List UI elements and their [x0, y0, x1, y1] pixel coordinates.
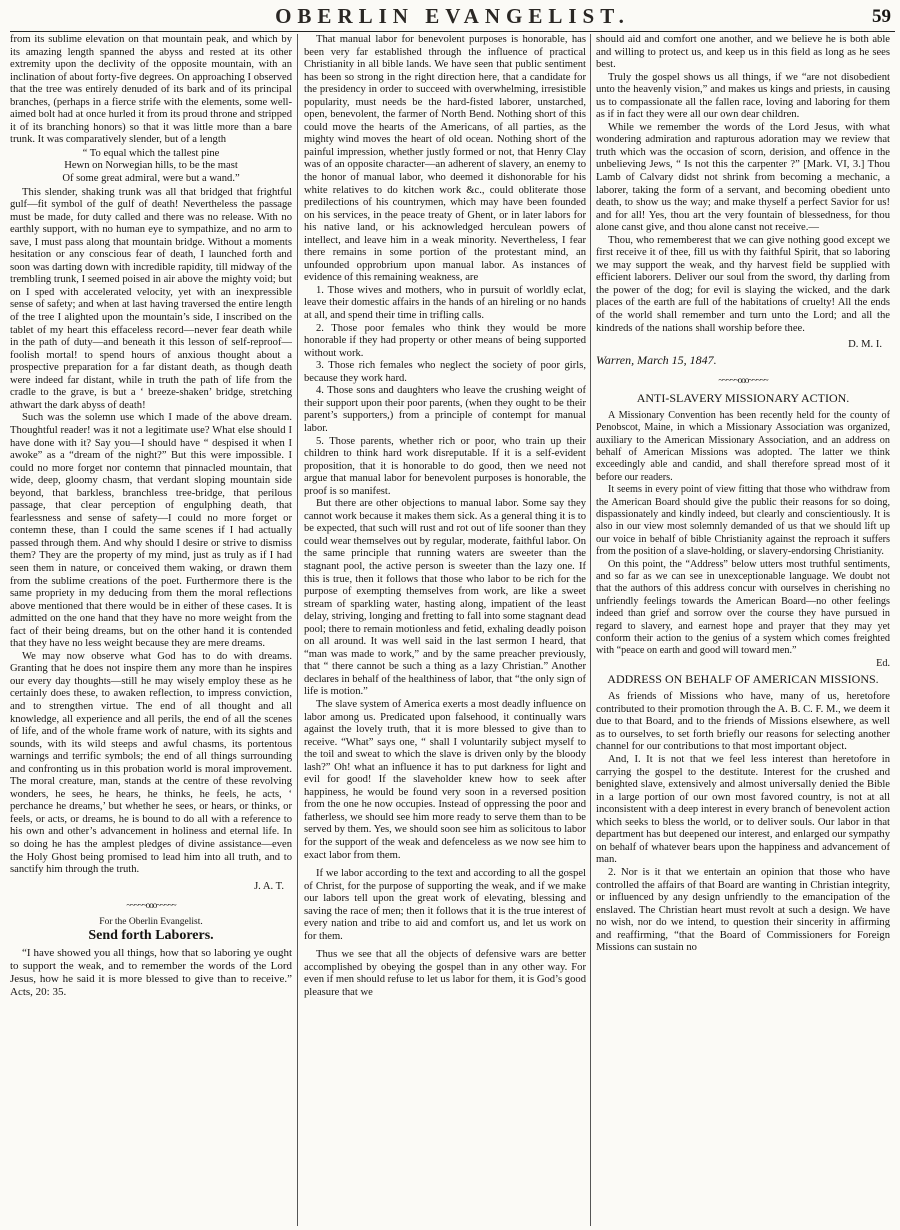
paragraph: A Missionary Convention has been recently held for the county of Penobscot, Maine, in which a Missionary Association was organized, auxiliary to the American Missionary Association, and an address on behalf of American Missions was adopted. The latter we think exceedingly able and candid, and shall therefore spread most of it before our readers. [596, 409, 890, 483]
list-item: 2. Those poor females who think they would be more honorable if they had property or other means of being supported without work. [304, 322, 586, 359]
article-heading: ADDRESS ON BEHALF OF AMERICAN MISSIONS. [607, 672, 879, 687]
dateline-text: Warren, March 15, 1847. [596, 352, 717, 367]
column-rule [590, 34, 591, 1226]
dateline [596, 354, 890, 369]
ornament-divider: ~~~~~ooo~~~~~ [718, 375, 768, 386]
masthead [10, 6, 895, 32]
poem-line: Hewn on Norwegian hills, to be the mast [64, 160, 238, 172]
column-middle [304, 34, 586, 1226]
paragraph: Thou, who rememberest that we can give nothing good except we first receive it of thee, fill us with thy faithful Spirit, that so laboring we may support the weak, and thy harvest field be supplied with efficient laborers. Deliver our soul from the sword, thy darling from the power of the dog; for evil is slaying the wicked, and the dark places of the earth are full of the habitations of cruelty! All the ends of the world shall remember and turn unto the Lord; and all the kindreds of the nations shall worship before thee. [596, 234, 890, 334]
article-heading: Send forth Laborers. [88, 928, 214, 944]
poem-line: “ To equal which the tallest pine [82, 147, 220, 159]
poem-line: Of some great admiral, were but a wand.” [62, 173, 240, 185]
column-right [596, 34, 890, 1226]
paragraph: And, I. It is not that we feel less interest than heretofore in carrying the gospel to the destitute. Interest for the crushed and benighted slave, extensively and almost universally denied the Bible in a large portion of our own most favored country, is not at all inconsistent with a deep interest in every branch of benevolent action which seeks to bless the world, or to deliver souls. Our labor in that department has but deepened our interest, and enlarged our sympathy on behalf of whatever bears upon the happiness and advancement of man. [596, 754, 890, 866]
list-item: 1. Those wives and mothers, who in pursuit of worldly eclat, leave their domestic affairs in the hands of an hireling or no hands at all, and spend their time in trifling calls. [304, 284, 586, 322]
article-heading: ANTI-SLAVERY MISSIONARY ACTION. [636, 390, 850, 405]
paragraph: should aid and comfort one another, and we believe he is both able and willing to protect us, and keep us in this field as long as he sees best. [596, 34, 890, 71]
paragraph: On this point, the “Address” below utters most truthful sentiments, and so far as we can see in unexceptionable language. We doubt not that the authors of this address concur with ourselves in cherishing no unfriendly feelings towards the American Board—no other feelings indeed than grief and sorrow over the course they have pursued in regard to slavery, and earnest hope and prayer that they may yet conform their action to the genius of a system which comes freighted with “peace on earth and good will toward men.” [596, 558, 890, 657]
running-head: OBERLIN EVANGELIST. [275, 4, 630, 28]
paragraph: But there are other objections to manual labor. Some say they cannot work because it makes them sick. As a general thing it is to be expected, that such will rust and rot out of life sooner than they could wear themselves out by regular, moderate, faithful labor. On the same principle that running waters are sweeter than the stagnant pool, the active person is sweeter than the lazy one. If this is true, then it follows that those who labor to be rich for the purpose of exempting themselves from work, are like a sweet stream of sparkling water, hasting along, impatient of the least delay, striving, longing and fretting to fall into some stagnant dead pool; there to remain motionless and fetid, exhaling deadly poison on all around. It was well said in the last sermon I heard, that “man was made to work,” and by the same preacher previously, that “ there cannot be such a thing as a lazy Christian.” Another declares in behalf of the healthiness of labor, that “the only sign of life is motion.” [304, 498, 586, 698]
paragraph: Truly the gospel shows us all things, if we “are not disobedient unto the heavenly vision,” and makes us kings and priests, in causing us to compassionate all the fallen race, loving and laboring for them as if in fact they were all our own dear children. [596, 71, 890, 121]
paragraph: This slender, shaking trunk was all that bridged that frightful gulf—fit symbol of the gulf of death! Nevertheless the passage must be made, for duty called and there was no release. With no earthly support, with no human eye to sympathize, and no arm to save, I must pass along that mountain bridge. Without a moments hesitation or any conscious fear of death, I launched forth and soon was darting down with incredible rapidity, till midway of the trembling trunk, I seemed poised in air above the mighty void; but on I sped with accelerated velocity, yet with an inexpressible sense of safety; and when at last having traversed the entire length of the tree I alighted upon the mountain’s side, I inscribed on the tablet of my heart this effaceless record—never fear death while in the path of duty—and beneath it this lesson of self-reproof—foolish mortal! to spend hours of anxious thought about a prospective preparation for a far distant death, as though death were indeed far distant, while in truth the path of life from the cradle to the grave, is but a ‘ breeze-shaken’ bridge, stretching athwart the dark abyss of death! [10, 186, 292, 411]
paragraph: It seems in every point of view fitting that those who withdraw from the American Board should give the public their reasons for so doing, dispassionately and kindly indeed, but clearly and conscientiously. It is also in our view most solemnly demanded of us that we should lift up our voice in behalf of bible Christianity against the reproach it suffers from the position of a slave-holding, or slavery-endorsing Christianity. [596, 484, 890, 558]
paragraph: While we remember the words of the Lord Jesus, with what wondering admiration and rapturous adoration may we review that truth which was the occasion of scorn, derision, and offence in the unbelieving Jews, “ Is not this the carpenter ?” [Mark. VI, 3.] Thou Lamb of Calvary didst not shrink from becoming a mechanic, a laborer, taking the form of a servant, and becoming obedient unto death, to show us the way; and make thyself a perfect Savior for us! and for all! Yes, thou art the very fountain of blessedness, for thou alone canst give, and thou alone canst not receive.— [596, 121, 890, 234]
paragraph: That manual labor for benevolent purposes is honorable, has been very far established through the influence of practical Christianity in all bible lands. We have seen that public sentiment has been so strong in the right direction here, that a candidate for the presidency in order to succeed with overwhelming, irresistible popularity, must needs be the hard-fisted laborer, unstarched, open, benevolent, the farmer of North Bend. Nothing short of this could move the hearts of the Americans, of all parties, as the mighty wind moves the heart of old ocean. Nothing short of the painful impression, whether justly formed or not, that Henry Clay was of an opposite character—an adherent of slavery, an enemy to the honor of manual labor, who deemed it dishonorable for his white relatives to do kitchen work &c., could obliterate those predilections of his countrymen, which may have been founded on his services, in the peace treaty of Ghent, or in later labors for his native land, or his acknowledged herculean powers of intellect, and leave him in a weak minority. Nevertheless, I fear there remains in some portion of the protestant mind, an unfounded opprobrium upon manual labor. As instances of evidence of this remaining weakness, are [304, 34, 586, 284]
signature: J. A. T. [254, 880, 284, 892]
paragraph: from its sublime elevation on that mountain peak, and which by its amazing length spanned the abyss and rested at its other extremity upon the declivity of the opposite mountain, with an inclination of about forty-five degrees. On approaching I observed that the tree was entirely denuded of its bark and of its principal branches, (perhaps in a fierce strife with the elements, some well-aimed bolt had at once hurled it from its proud throne and stripped it of its branching honors) so that it was little more than a bare trunk. It was comparatively slender, but of a length [10, 34, 292, 146]
epigraph: “I have showed you all things, how that so laboring ye ought to support the weak, and to remember the words of the Lord Jesus, how he said it is more blessed to give than to receive.” Acts, 20: 35. [10, 946, 292, 998]
paragraph: We may now observe what God has to do with dreams. Granting that he does not inspire them any more than he inspires our every day thoughts—still he may wisely employ these as he certainly does these, to awaken reflection, to impress conviction, and to strengthen virtue. The end of all thought and all knowledge, all experience and all perils, the end of all the scenes of life, and of the whole frame work of nature, with its sights and sounds, with its wild steeps and awful chasms, its portentous warnings and terrific symbols; the end of all things surrounding and confronting us in this probation world is moral improvement. The moral creature, man, stands at the centre of these revolving wonders, he sees, he hears, he thinks, he feels, he acts, ‘ perchance he dreams,’ but whether he sees, or hears, or thinks, or feels, or acts, or dreams, he is bound to do all with a reference to his own and other’s advancement in holiness and eternal life. In so doing he has the amplest pledges of divine assistance—even the Holy Ghost being promised to lead him into all truth, and to sanctify him through the truth. [10, 650, 292, 876]
poem-quote [10, 148, 292, 186]
column-rule [297, 34, 298, 1226]
byline: For the Oberlin Evangelist. [99, 916, 203, 927]
paragraph: Thus we see that all the objects of defensive wars are better accomplished by obeying the gospel than in any other way. For even if men should refuse to let us labor for them, it is God’s good pleasure that we [304, 949, 586, 999]
paragraph: As friends of Missions who have, many of us, heretofore contributed to their promotion through the A. B. C. F. M., we deem it due to that Board, and to the friends of Missions elsewhere, as well as to ourselves, to set forth briefly our reasons for selecting another channel for our contributions to that most important object. [596, 691, 890, 753]
paragraph: The slave system of America exerts a most deadly influence on labor among us. Predicated upon falsehood, it continually wars against the lovely truth, that it is more blessed to give than to receive. “What” says one, “ shall I voluntarily subject myself to the toil and sweat to which the slave is driven only by the bloody lash?” Oh! what an influence it has to put darkness for light and evil for good! If the slaveholder knew how to seek after happiness, he would be found very soon in a reversed position from the one he now occupies. Instead of oppressing the poor and fatherless, we should see him more ready to serve them than to be served by them. Yes, we should soon see him as solicitous to labor for the support of the weak and defenceless as we now see him to exact labor from them. [304, 698, 586, 861]
list-item: 5. Those parents, whether rich or poor, who train up their children to think hard work disreputable. If it is a self-evident proposition, that it is honorable to do good, then we need not argue that manual labor for benevolent purposes is honorable, the proof is so manifest. [304, 435, 586, 497]
editor-signature: Ed. [876, 657, 890, 669]
column-left [10, 34, 292, 1226]
signature: D. M. I. [848, 339, 882, 351]
paragraph: 2. Nor is it that we entertain an opinion that those who have controlled the affairs of that Board are wanting in Christian integrity, or influenced by any design unfriendly to the emancipation of the enslaved. The Christian heart must revolt at such a design. We have no wish, nor do we intend, to question their sincerity in affirming and reaffirming, “that the Board of Commissioners for Foreign Missions can sustain no [596, 866, 890, 954]
editorial-note [596, 410, 890, 671]
paragraph: If we labor according to the text and according to all the gospel of Christ, for the purpose of supporting the weak, and if we make our labors tell upon the great work of elevating, blessing and saving the race of men; then it follows that it is the true interest of every nation and tribe to aid and comfort us, and let us work on for them. [304, 868, 586, 942]
list-item: 4. Those sons and daughters who leave the crushing weight of their support upon their poor parents, (when they ought to be their parent’s supporters,) from a principle of contempt for manual labor. [304, 385, 586, 434]
list-item: 3. Those rich females who neglect the society of poor girls, because they work hard. [304, 360, 586, 384]
page-number: 59 [872, 6, 891, 27]
ornament-divider: ~~~~~ooo~~~~~ [126, 900, 176, 911]
paragraph: Such was the solemn use which I made of the above dream. Thoughtful reader! was it not a legitimate use? What else should I have done with it? Say you—I should have “ despised it when I awoke” as a “dream of the night?” But this were impossible. I could no more forget nor contemn that pinnacled mountain, that wide, deep, gloomy chasm, that verdant sloping mountain side beyond, that barkless, branchless tree-bridge, that perilous passage, that clear perception of engulphing death, that fearlessness and sense of safety—I could no more forget or contemn these, than I could the same scenes if I had actually passed through them. And why should I desire or strive to dismiss them? They are the property of my mind, just as truly as if I had seen them in nature, or conceived them waking, or drawn them from the sublime creations of the poet. Furthermore there is the same propriety in my deducing from them the moral reflections above mentioned that there would be in either of these cases. It is admitted on the one hand that they have no more weight from the fact of their being dreams, but on the other hand it is contended that they have no less weight because they are mere dreams. [10, 412, 292, 650]
